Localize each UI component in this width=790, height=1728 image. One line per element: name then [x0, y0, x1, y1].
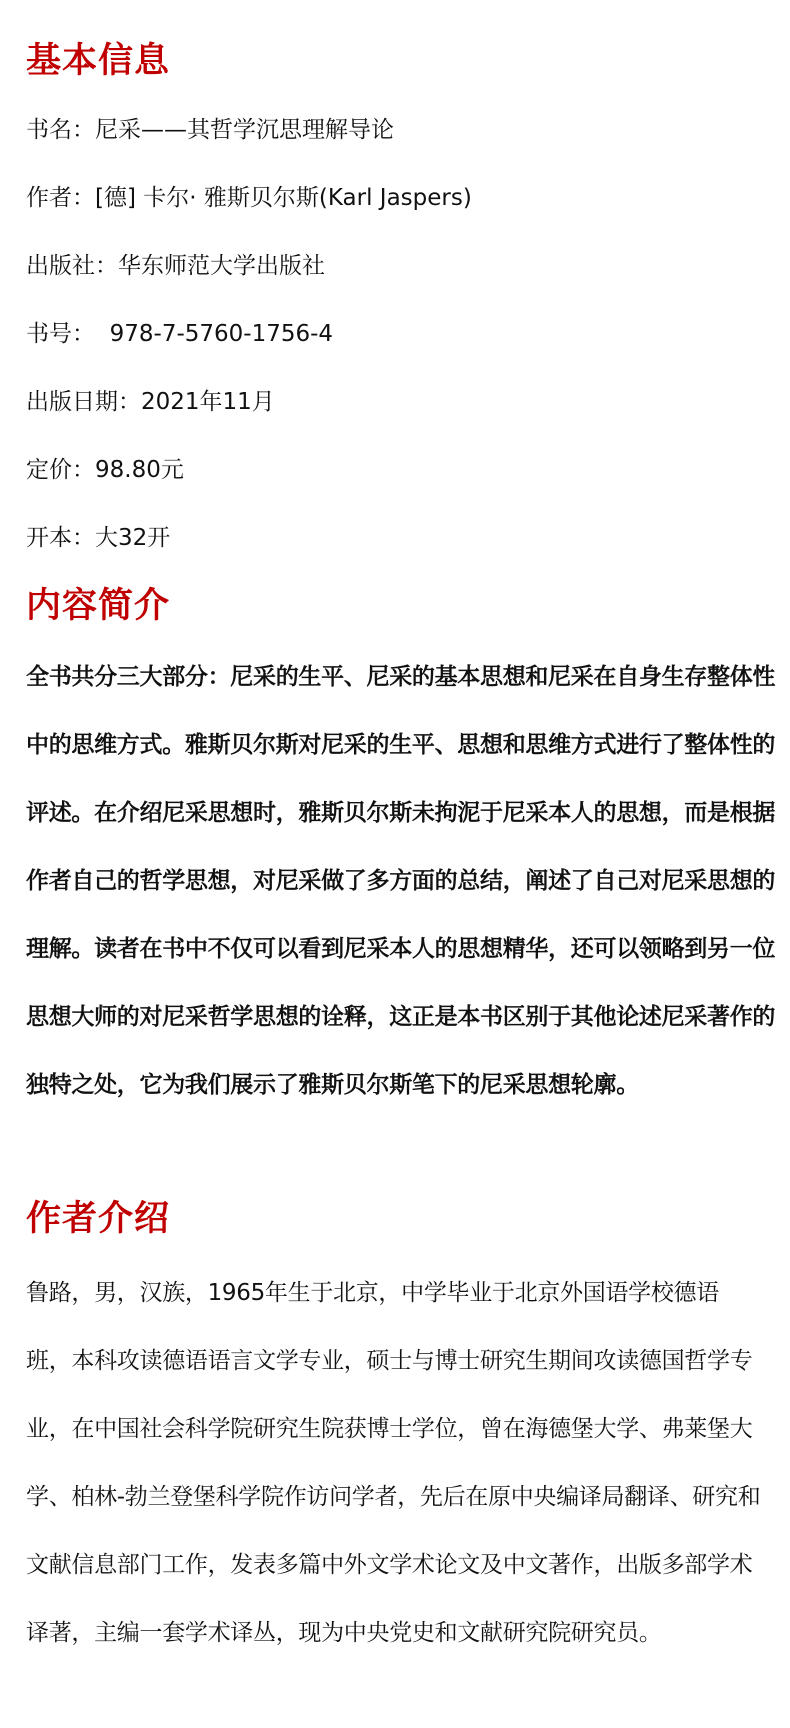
- info-value: 98.80元: [95, 457, 184, 483]
- info-row-isbn: [26, 320, 780, 388]
- info-label: 定价：: [26, 457, 95, 483]
- basic-info-list: [26, 116, 780, 592]
- info-row-price: [26, 456, 780, 524]
- summary-heading: 内容简介: [26, 586, 171, 626]
- info-row-title: [26, 116, 780, 184]
- basic-info-heading: 基本信息: [26, 41, 171, 81]
- info-value: 华东师范大学出版社: [118, 253, 325, 279]
- author-heading: 作者介绍: [26, 1199, 171, 1239]
- info-row-pub-date: [26, 388, 780, 456]
- info-row-publisher: [26, 252, 780, 320]
- info-label: 出版社：: [26, 253, 118, 279]
- info-value: 大32开: [95, 525, 171, 551]
- info-value: [德] 卡尔· 雅斯贝尔斯(Karl Jaspers): [95, 185, 472, 211]
- info-label: 书号：: [26, 321, 95, 347]
- info-label: 开本：: [26, 525, 95, 551]
- info-label: 出版日期：: [26, 389, 141, 415]
- author-paragraph: 鲁路，男，汉族，1965年生于北京，中学毕业于北京外国语学校德语班，本科攻读德语语言文学专业，硕士与博士研究生期间攻读德国哲学专业，在中国社会科学院研究生院获博士学位，曾在海德堡大学、弗莱堡大学、柏林-勃兰登堡科学院作访问学者，先后在原中央编译局翻译、研究和文献信息部门工作，发表多篇中外文学术论文及中文著作，出版多部学术译著，主编一套学术译丛，现为中央党史和文献研究院研究员。: [26, 1280, 761, 1646]
- info-label: 书名：: [26, 117, 95, 143]
- info-row-author: [26, 184, 780, 252]
- info-value: 尼采——其哲学沉思理解导论: [95, 117, 394, 143]
- info-value: 2021年11月: [141, 389, 275, 415]
- info-label: 作者：: [26, 185, 95, 211]
- info-value: 978-7-5760-1756-4: [95, 321, 334, 347]
- summary-paragraph: 全书共分三大部分：尼采的生平、尼采的基本思想和尼采在自身生存整体性中的思维方式。雅斯贝尔斯对尼采的生平、思想和思维方式进行了整体性的评述。在介绍尼采思想时，雅斯贝尔斯未拘泥于尼采本人的思想，而是根据作者自己的哲学思想，对尼采做了多方面的总结，阐述了自己对尼采思想的理解。读者在书中不仅可以看到尼采本人的思想精华，还可以领略到另一位思想大师的对尼采哲学思想的诠释，这正是本书区别于其他论述尼采著作的独特之处，它为我们展示了雅斯贝尔斯笔下的尼采思想轮廓。: [26, 664, 776, 1098]
- info-row-format: [26, 524, 780, 592]
